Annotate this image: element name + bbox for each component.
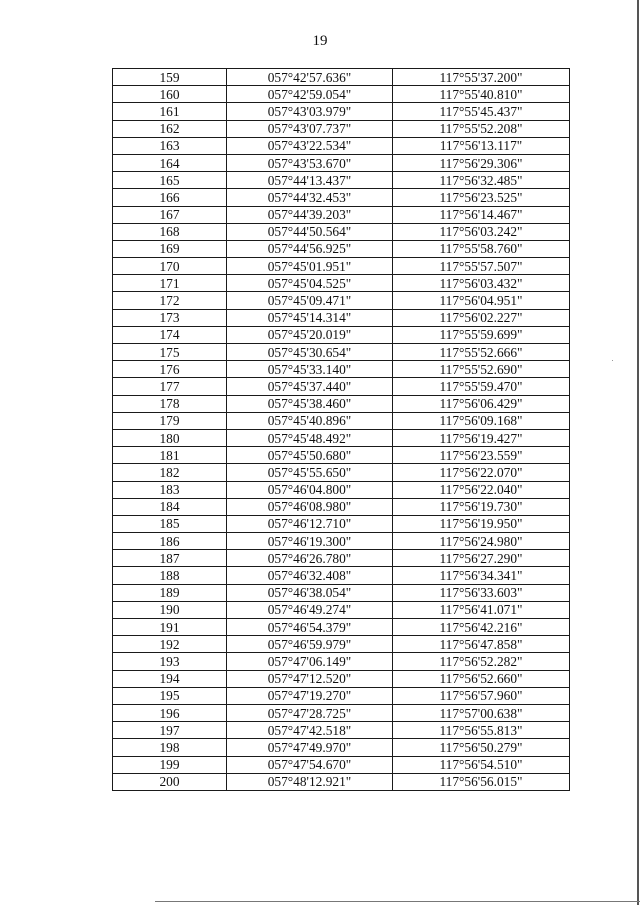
longitude-cell: 117°56'50.279": [393, 739, 570, 756]
point-number-cell: 194: [113, 670, 227, 687]
latitude-cell: 057°43'03.979": [227, 103, 393, 120]
table-row: [113, 464, 570, 481]
table-row: [113, 412, 570, 429]
longitude-cell: 117°56'32.485": [393, 172, 570, 189]
table-row: [113, 361, 570, 378]
point-number-cell: 165: [113, 172, 227, 189]
table-row: [113, 447, 570, 464]
point-number-cell: 163: [113, 137, 227, 154]
point-number-cell: 190: [113, 601, 227, 618]
latitude-cell: 057°43'53.670": [227, 154, 393, 171]
point-number-cell: 200: [113, 773, 227, 790]
longitude-cell: 117°55'45.437": [393, 103, 570, 120]
point-number-cell: 198: [113, 739, 227, 756]
point-number-cell: 171: [113, 275, 227, 292]
point-number-cell: 184: [113, 498, 227, 515]
latitude-cell: 057°45'33.140": [227, 361, 393, 378]
point-number-cell: 183: [113, 481, 227, 498]
table-row: [113, 636, 570, 653]
longitude-cell: 117°56'02.227": [393, 309, 570, 326]
point-number-cell: 179: [113, 412, 227, 429]
table-row: [113, 137, 570, 154]
table-row: [113, 429, 570, 446]
table-row: [113, 515, 570, 532]
table-row: [113, 619, 570, 636]
longitude-cell: 117°55'37.200": [393, 69, 570, 86]
table-row: [113, 275, 570, 292]
table-row: [113, 86, 570, 103]
coordinates-table: [112, 68, 570, 791]
latitude-cell: 057°45'30.654": [227, 344, 393, 361]
page-number: 19: [312, 33, 328, 49]
longitude-cell: 117°55'52.666": [393, 344, 570, 361]
table-row: [113, 258, 570, 275]
latitude-cell: 057°46'08.980": [227, 498, 393, 515]
table-row: [113, 103, 570, 120]
table-row: [113, 69, 570, 86]
latitude-cell: 057°46'04.800": [227, 481, 393, 498]
table-row: [113, 326, 570, 343]
point-number-cell: 159: [113, 69, 227, 86]
latitude-cell: 057°46'59.979": [227, 636, 393, 653]
latitude-cell: 057°44'39.203": [227, 206, 393, 223]
table-row: [113, 722, 570, 739]
table-row: [113, 533, 570, 550]
latitude-cell: 057°46'26.780": [227, 550, 393, 567]
longitude-cell: 117°56'47.858": [393, 636, 570, 653]
table-row: [113, 550, 570, 567]
table-row: [113, 653, 570, 670]
point-number-cell: 160: [113, 86, 227, 103]
latitude-cell: 057°47'49.970": [227, 739, 393, 756]
table-row: [113, 172, 570, 189]
table-row: [113, 584, 570, 601]
longitude-cell: 117°56'42.216": [393, 619, 570, 636]
latitude-cell: 057°45'09.471": [227, 292, 393, 309]
latitude-cell: 057°45'20.019": [227, 326, 393, 343]
longitude-cell: 117°56'52.282": [393, 653, 570, 670]
point-number-cell: 174: [113, 326, 227, 343]
table-row: [113, 567, 570, 584]
longitude-cell: 117°57'00.638": [393, 704, 570, 721]
longitude-cell: 117°56'34.341": [393, 567, 570, 584]
point-number-cell: 167: [113, 206, 227, 223]
point-number-cell: 169: [113, 240, 227, 257]
table-row: [113, 773, 570, 790]
longitude-cell: 117°56'23.559": [393, 447, 570, 464]
latitude-cell: 057°42'59.054": [227, 86, 393, 103]
latitude-cell: 057°44'56.925": [227, 240, 393, 257]
latitude-cell: 057°46'32.408": [227, 567, 393, 584]
point-number-cell: 196: [113, 704, 227, 721]
point-number-cell: 191: [113, 619, 227, 636]
table-row: [113, 756, 570, 773]
longitude-cell: 117°56'41.071": [393, 601, 570, 618]
longitude-cell: 117°56'22.040": [393, 481, 570, 498]
scan-speck: [612, 360, 613, 361]
table-row: [113, 378, 570, 395]
longitude-cell: 117°55'40.810": [393, 86, 570, 103]
latitude-cell: 057°45'04.525": [227, 275, 393, 292]
page-edge-line: [637, 0, 639, 905]
longitude-cell: 117°56'19.427": [393, 429, 570, 446]
point-number-cell: 161: [113, 103, 227, 120]
latitude-cell: 057°46'49.274": [227, 601, 393, 618]
point-number-cell: 173: [113, 309, 227, 326]
point-number-cell: 170: [113, 258, 227, 275]
longitude-cell: 117°56'22.070": [393, 464, 570, 481]
longitude-cell: 117°56'19.730": [393, 498, 570, 515]
table-row: [113, 687, 570, 704]
longitude-cell: 117°56'54.510": [393, 756, 570, 773]
longitude-cell: 117°56'19.950": [393, 515, 570, 532]
latitude-cell: 057°45'40.896": [227, 412, 393, 429]
point-number-cell: 195: [113, 687, 227, 704]
longitude-cell: 117°56'56.015": [393, 773, 570, 790]
table-row: [113, 206, 570, 223]
longitude-cell: 117°56'13.117": [393, 137, 570, 154]
longitude-cell: 117°56'55.813": [393, 722, 570, 739]
point-number-cell: 199: [113, 756, 227, 773]
longitude-cell: 117°56'29.306": [393, 154, 570, 171]
longitude-cell: 117°56'24.980": [393, 533, 570, 550]
latitude-cell: 057°46'54.379": [227, 619, 393, 636]
latitude-cell: 057°45'37.440": [227, 378, 393, 395]
latitude-cell: 057°46'12.710": [227, 515, 393, 532]
table-row: [113, 189, 570, 206]
table-row: [113, 498, 570, 515]
longitude-cell: 117°56'09.168": [393, 412, 570, 429]
point-number-cell: 186: [113, 533, 227, 550]
longitude-cell: 117°56'33.603": [393, 584, 570, 601]
latitude-cell: 057°43'22.534": [227, 137, 393, 154]
longitude-cell: 117°56'14.467": [393, 206, 570, 223]
longitude-cell: 117°56'03.432": [393, 275, 570, 292]
longitude-cell: 117°56'27.290": [393, 550, 570, 567]
table-row: [113, 601, 570, 618]
point-number-cell: 182: [113, 464, 227, 481]
table-row: [113, 309, 570, 326]
latitude-cell: 057°43'07.737": [227, 120, 393, 137]
point-number-cell: 188: [113, 567, 227, 584]
point-number-cell: 162: [113, 120, 227, 137]
point-number-cell: 187: [113, 550, 227, 567]
table-row: [113, 120, 570, 137]
table-row: [113, 344, 570, 361]
longitude-cell: 117°55'59.699": [393, 326, 570, 343]
table-row: [113, 670, 570, 687]
longitude-cell: 117°56'52.660": [393, 670, 570, 687]
latitude-cell: 057°44'13.437": [227, 172, 393, 189]
longitude-cell: 117°55'59.470": [393, 378, 570, 395]
latitude-cell: 057°46'19.300": [227, 533, 393, 550]
latitude-cell: 057°45'14.314": [227, 309, 393, 326]
point-number-cell: 193: [113, 653, 227, 670]
longitude-cell: 117°55'57.507": [393, 258, 570, 275]
latitude-cell: 057°47'54.670": [227, 756, 393, 773]
point-number-cell: 175: [113, 344, 227, 361]
latitude-cell: 057°45'01.951": [227, 258, 393, 275]
latitude-cell: 057°45'50.680": [227, 447, 393, 464]
latitude-cell: 057°42'57.636": [227, 69, 393, 86]
longitude-cell: 117°56'04.951": [393, 292, 570, 309]
longitude-cell: 117°55'58.760": [393, 240, 570, 257]
longitude-cell: 117°56'06.429": [393, 395, 570, 412]
latitude-cell: 057°47'06.149": [227, 653, 393, 670]
table-row: [113, 704, 570, 721]
longitude-cell: 117°56'57.960": [393, 687, 570, 704]
point-number-cell: 164: [113, 154, 227, 171]
point-number-cell: 177: [113, 378, 227, 395]
table-row: [113, 240, 570, 257]
latitude-cell: 057°45'38.460": [227, 395, 393, 412]
longitude-cell: 117°56'03.242": [393, 223, 570, 240]
latitude-cell: 057°45'48.492": [227, 429, 393, 446]
latitude-cell: 057°47'12.520": [227, 670, 393, 687]
point-number-cell: 185: [113, 515, 227, 532]
coordinates-table-body: [113, 69, 570, 791]
table-row: [113, 292, 570, 309]
table-row: [113, 223, 570, 240]
point-number-cell: 180: [113, 429, 227, 446]
point-number-cell: 192: [113, 636, 227, 653]
point-number-cell: 176: [113, 361, 227, 378]
bottom-rule: [155, 901, 640, 902]
latitude-cell: 057°47'28.725": [227, 704, 393, 721]
point-number-cell: 181: [113, 447, 227, 464]
latitude-cell: 057°44'50.564": [227, 223, 393, 240]
longitude-cell: 117°55'52.208": [393, 120, 570, 137]
longitude-cell: 117°56'23.525": [393, 189, 570, 206]
point-number-cell: 168: [113, 223, 227, 240]
latitude-cell: 057°44'32.453": [227, 189, 393, 206]
table-row: [113, 154, 570, 171]
table-row: [113, 481, 570, 498]
longitude-cell: 117°55'52.690": [393, 361, 570, 378]
table-row: [113, 395, 570, 412]
latitude-cell: 057°47'42.518": [227, 722, 393, 739]
latitude-cell: 057°45'55.650": [227, 464, 393, 481]
latitude-cell: 057°47'19.270": [227, 687, 393, 704]
point-number-cell: 172: [113, 292, 227, 309]
latitude-cell: 057°48'12.921": [227, 773, 393, 790]
point-number-cell: 197: [113, 722, 227, 739]
latitude-cell: 057°46'38.054": [227, 584, 393, 601]
point-number-cell: 189: [113, 584, 227, 601]
point-number-cell: 178: [113, 395, 227, 412]
point-number-cell: 166: [113, 189, 227, 206]
table-row: [113, 739, 570, 756]
